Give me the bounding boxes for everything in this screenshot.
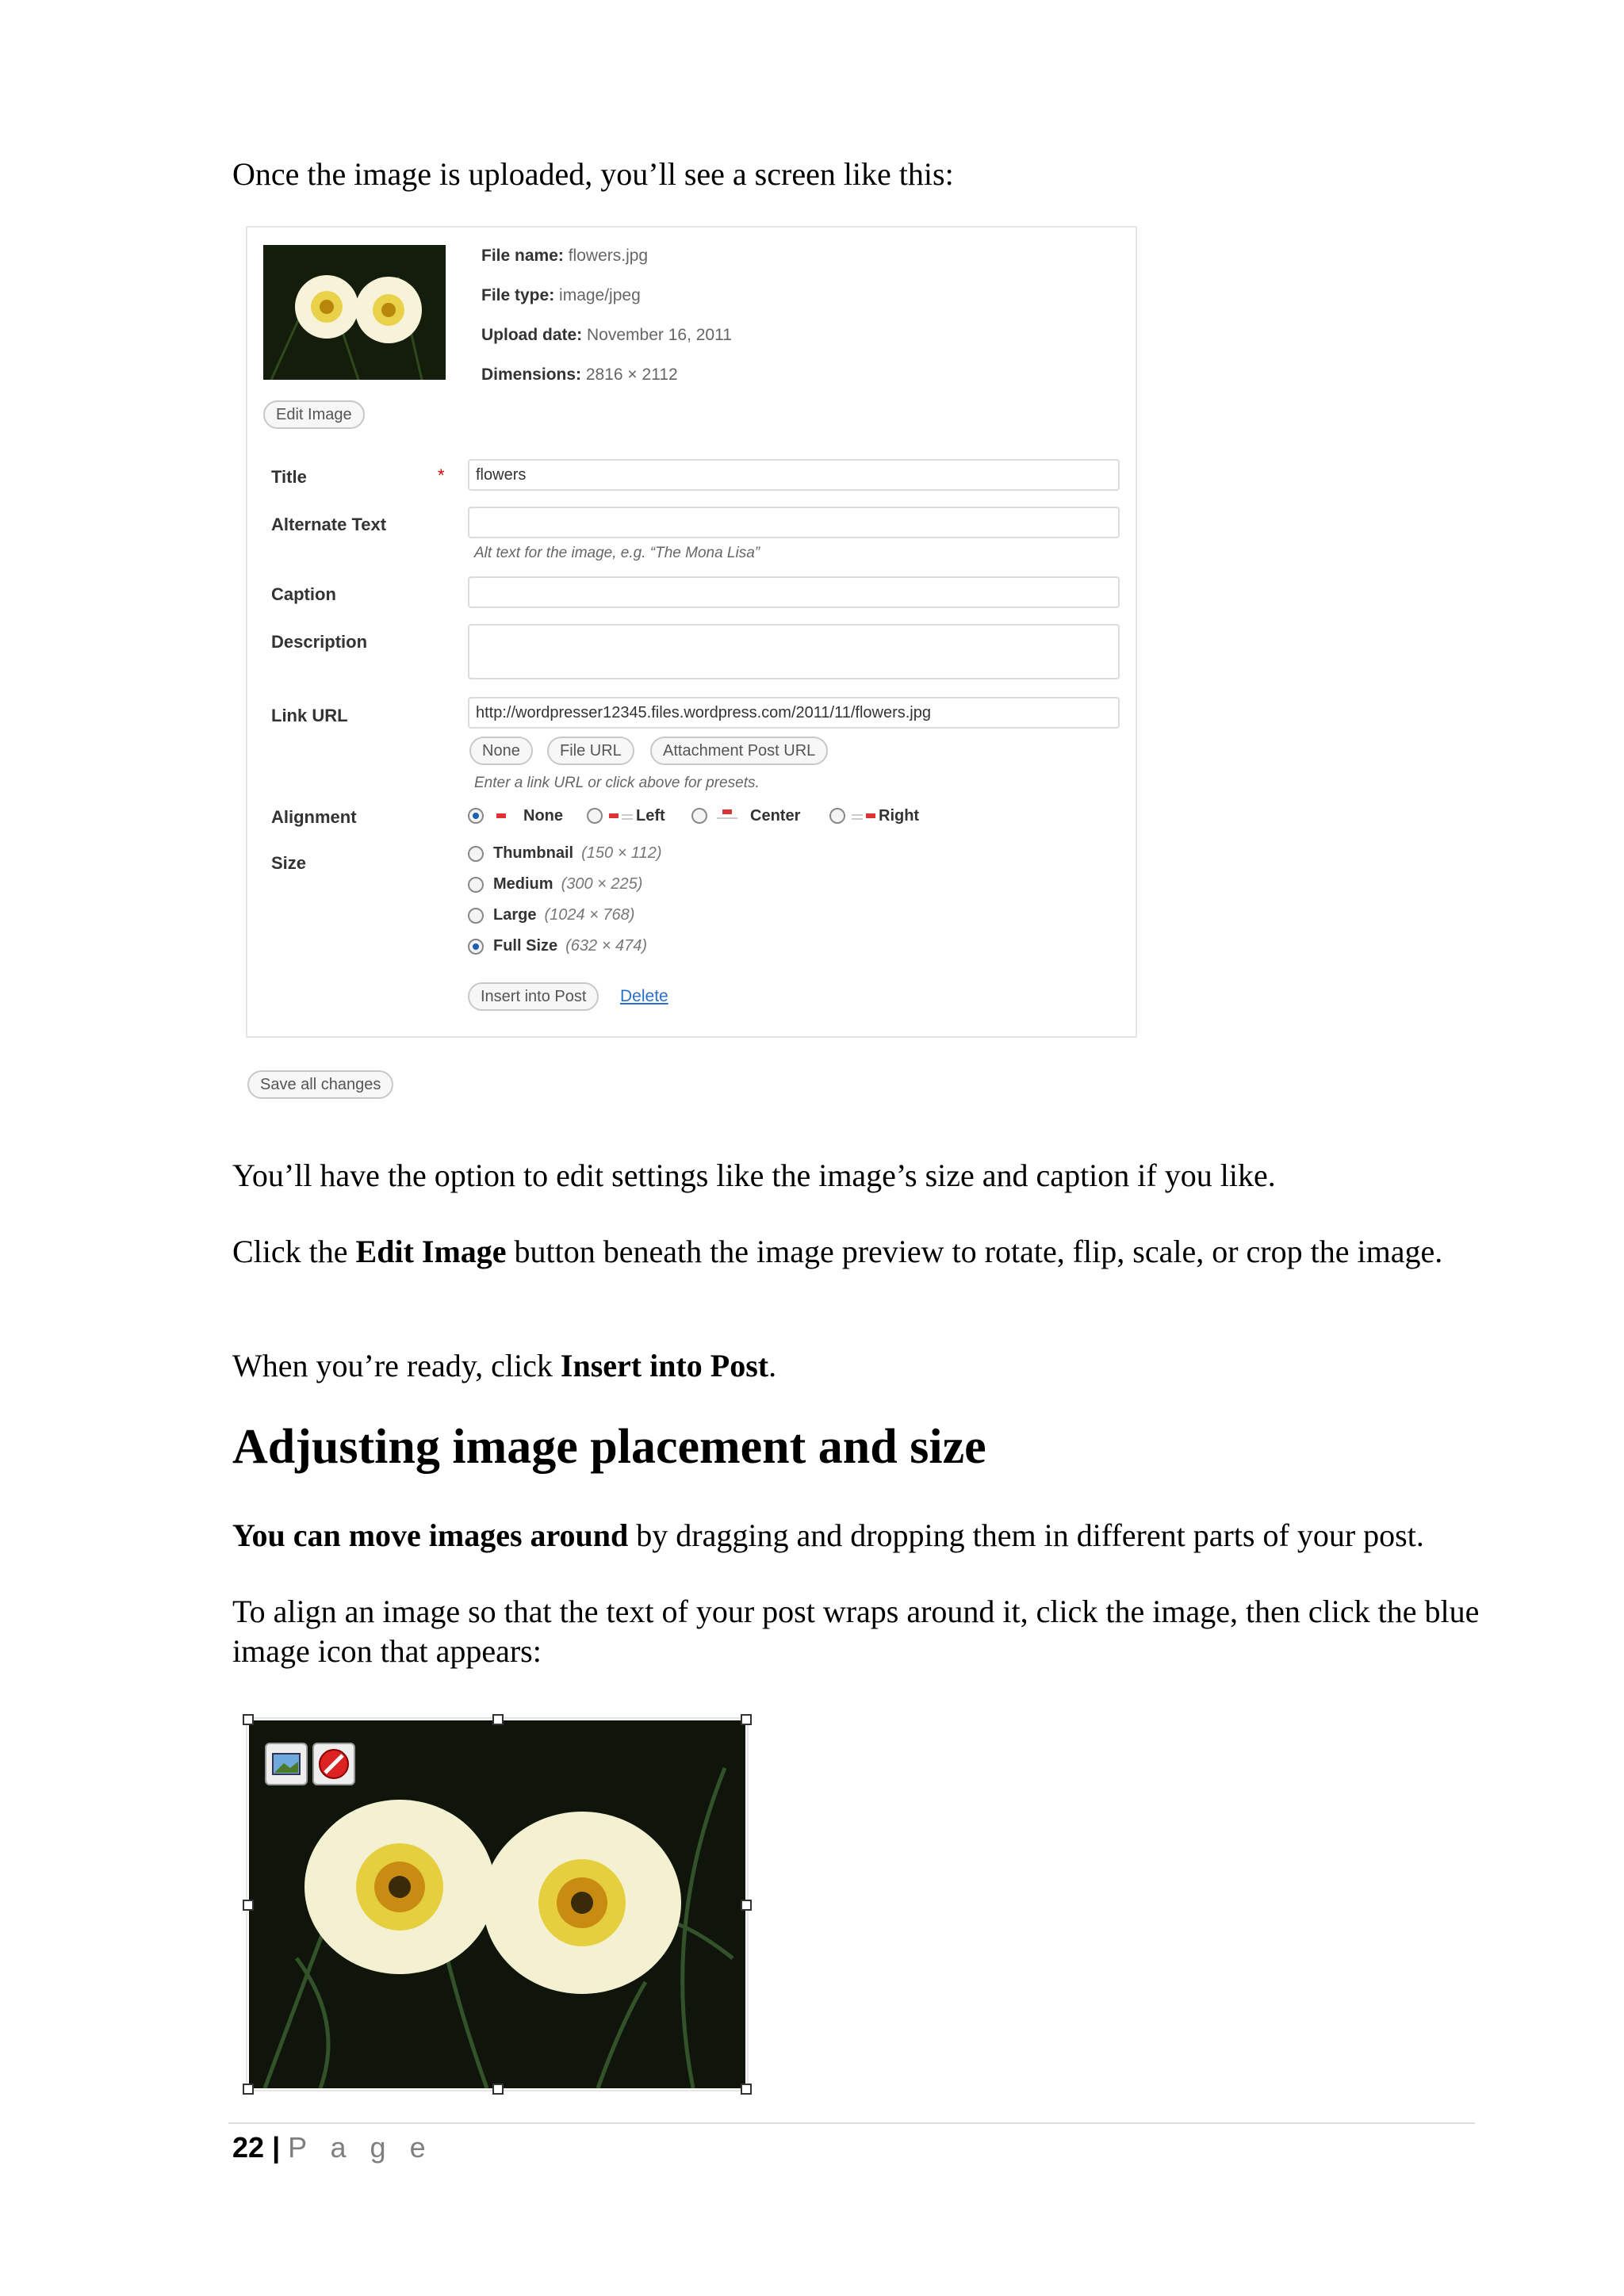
delete-link[interactable]: Delete	[620, 987, 668, 1005]
resize-handle-bottom-left[interactable]	[243, 2084, 254, 2095]
file-name-row: File name: flowers.jpg	[481, 247, 649, 265]
size-thumbnail-radio[interactable]	[468, 846, 484, 862]
save-all-changes-button[interactable]: Save all changes	[247, 1070, 393, 1099]
size-full-radio[interactable]	[468, 939, 484, 955]
title-label: Title	[271, 467, 307, 487]
edit-image-icon[interactable]	[265, 1743, 308, 1785]
options-paragraph: You’ll have the option to edit settings like the image’s size and caption if you like.	[232, 1158, 1276, 1193]
section-heading: Adjusting image placement and size	[232, 1420, 986, 1474]
flowers-thumbnail	[263, 245, 446, 380]
align-left-icon	[609, 809, 633, 822]
title-input[interactable]: flowers	[468, 459, 1120, 491]
link-file-url-button[interactable]: File URL	[547, 737, 634, 765]
flowers-thumbnail-image	[263, 245, 446, 380]
edit-image-paragraph: Click the Edit Image button beneath the image preview to rotate, flip, scale, or crop the image.	[232, 1234, 1443, 1269]
align-none-icon	[493, 809, 517, 822]
size-thumbnail-option: Thumbnail (150 × 112)	[493, 844, 662, 862]
upload-date-row: Upload date: November 16, 2011	[481, 326, 732, 344]
resize-handle-bottom[interactable]	[492, 2084, 504, 2095]
align-image-paragraph: To align an image so that the text of your post wraps around it, click the image, then click the blue image icon that appears:	[232, 1594, 1480, 1669]
align-center-label: Center	[750, 807, 801, 825]
edit-image-button[interactable]: Edit Image	[263, 400, 365, 429]
align-left-radio[interactable]	[587, 808, 603, 824]
alignment-label: Alignment	[271, 807, 357, 827]
resize-handle-top-left[interactable]	[243, 1714, 254, 1725]
align-left-label: Left	[636, 807, 665, 825]
alternate-text-label: Alternate Text	[271, 515, 387, 534]
dimensions-row: Dimensions: 2816 × 2112	[481, 365, 678, 384]
footer-separator: |	[272, 2131, 281, 2164]
description-label: Description	[271, 632, 368, 652]
resize-handle-right[interactable]	[741, 1900, 752, 1911]
size-large-option: Large (1024 × 768)	[493, 906, 635, 924]
delete-image-icon[interactable]	[312, 1743, 355, 1785]
align-none-radio[interactable]	[468, 808, 484, 824]
footer-divider	[228, 2122, 1475, 2124]
resize-handle-top-right[interactable]	[741, 1714, 752, 1725]
alternate-text-hint: Alt text for the image, e.g. “The Mona Lisa”	[474, 545, 760, 561]
insert-paragraph: When you’re ready, click Insert into Post.	[232, 1348, 777, 1383]
link-none-button[interactable]: None	[469, 737, 533, 765]
align-right-icon	[852, 809, 875, 822]
align-right-label: Right	[879, 807, 920, 825]
page-footer	[232, 2128, 434, 2168]
insert-into-post-button[interactable]: Insert into Post	[468, 982, 599, 1011]
selected-image-screenshot	[246, 1717, 749, 2091]
alternate-text-input[interactable]	[468, 507, 1120, 538]
flowers-photo[interactable]	[249, 1720, 745, 2088]
align-center-radio[interactable]	[691, 808, 707, 824]
align-none-label: None	[523, 807, 563, 825]
page-number: 22	[232, 2131, 265, 2164]
intro-paragraph: Once the image is uploaded, you’ll see a screen like this:	[232, 156, 954, 192]
link-url-label: Link URL	[271, 706, 348, 725]
resize-handle-bottom-right[interactable]	[741, 2084, 752, 2095]
description-textarea[interactable]	[468, 624, 1120, 679]
link-attachment-post-url-button[interactable]: Attachment Post URL	[650, 737, 828, 765]
size-medium-option: Medium (300 × 225)	[493, 875, 643, 893]
size-label: Size	[271, 853, 307, 873]
caption-label: Caption	[271, 584, 336, 604]
resize-handle-top[interactable]	[492, 1714, 504, 1725]
link-url-input[interactable]: http://wordpresser12345.files.wordpress.com/2011/11/flowers.jpg	[468, 697, 1120, 729]
size-large-radio[interactable]	[468, 908, 484, 924]
upload-screen-screenshot	[246, 226, 1137, 1038]
align-right-radio[interactable]	[829, 808, 845, 824]
file-type-row: File type: image/jpeg	[481, 286, 641, 304]
page-word: P a g e	[288, 2131, 434, 2164]
link-url-hint: Enter a link URL or click above for presets.	[474, 775, 760, 791]
size-medium-radio[interactable]	[468, 877, 484, 893]
caption-input[interactable]	[468, 576, 1120, 608]
move-images-paragraph: You can move images around by dragging and dropping them in different parts of your post.	[232, 1517, 1424, 1553]
required-mark: *	[438, 465, 445, 485]
align-center-icon	[715, 809, 739, 822]
resize-handle-left[interactable]	[243, 1900, 254, 1911]
size-full-option: Full Size (632 × 474)	[493, 937, 647, 955]
